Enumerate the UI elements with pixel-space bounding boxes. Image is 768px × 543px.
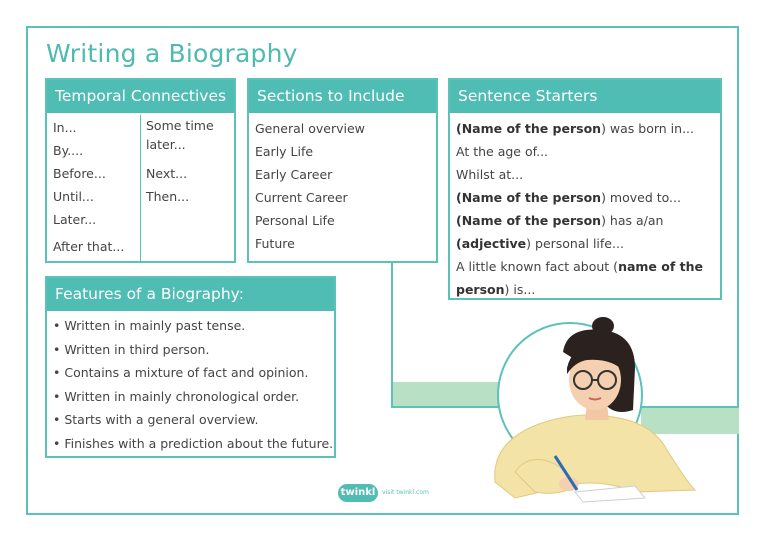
starter-line: Whilst at... xyxy=(456,167,524,182)
section-item: Future xyxy=(255,236,295,251)
feature-item: • Finishes with a prediction about the future. xyxy=(53,435,334,451)
starter-line xyxy=(456,278,720,301)
starter-bold: (adjective xyxy=(456,236,527,251)
temporal-item: In... xyxy=(53,120,77,135)
temporal-item: By.... xyxy=(53,143,84,158)
temporal-item: later... xyxy=(146,137,186,152)
starter-line: At the age of... xyxy=(456,144,549,159)
temporal-divider xyxy=(140,115,141,261)
section-item: General overview xyxy=(255,121,365,136)
starter-bold: (Name of the person xyxy=(456,121,602,136)
starter-bold: (Name of the person xyxy=(456,213,602,228)
section-item: Current Career xyxy=(255,190,348,205)
starter-text: ) personal life... xyxy=(526,236,624,251)
features-list xyxy=(47,311,334,455)
sentence-starters-panel xyxy=(448,78,722,300)
temporal-item: Before... xyxy=(53,166,106,181)
starter-line xyxy=(456,232,720,255)
section-item: Early Life xyxy=(255,144,314,159)
starter-line xyxy=(456,255,720,278)
temporal-item: Later... xyxy=(53,212,97,227)
sections-heading: Sections to Include xyxy=(249,80,436,113)
feature-item: • Written in mainly chronological order. xyxy=(53,388,300,404)
section-item: Personal Life xyxy=(255,213,335,228)
starter-text: ) moved to... xyxy=(601,190,681,205)
starter-text: ) has a/an xyxy=(601,213,664,228)
sentence-starters-heading: Sentence Starters xyxy=(450,80,720,113)
temporal-item: Some time xyxy=(146,118,214,133)
temporal-connectives-heading: Temporal Connectives xyxy=(47,80,234,113)
temporal-connectives-panel xyxy=(45,78,236,263)
section-item: Early Career xyxy=(255,167,333,182)
starter-bold: name of the xyxy=(618,259,703,274)
starter-text: ) is... xyxy=(504,282,536,297)
sentence-starters-list xyxy=(450,113,720,301)
sections-panel xyxy=(247,78,438,263)
twinkl-logo[interactable]: twinkl xyxy=(338,484,378,502)
starter-bold: (Name of the person xyxy=(456,190,602,205)
temporal-item: Next... xyxy=(146,166,188,181)
temporal-item: Then... xyxy=(146,189,190,204)
feature-item: • Written in third person. xyxy=(53,341,210,357)
temporal-item: Until... xyxy=(53,189,94,204)
starter-line xyxy=(456,209,720,232)
feature-item: • Starts with a general overview. xyxy=(53,412,259,427)
temporal-item: After that... xyxy=(53,239,125,254)
page-title: Writing a Biography xyxy=(46,39,298,68)
starter-line xyxy=(456,117,720,140)
starter-text: ) was born in... xyxy=(601,121,694,136)
feature-item: • Contains a mixture of fact and opinion. xyxy=(53,365,309,380)
features-heading: Features of a Biography: xyxy=(47,278,334,311)
twinkl-url[interactable]: visit twinkl.com xyxy=(382,489,429,496)
starter-text: A little known fact about ( xyxy=(456,259,619,274)
starter-line xyxy=(456,186,720,209)
temporal-col-2 xyxy=(146,116,214,208)
starter-bold: person xyxy=(456,282,505,297)
student-writing-illustration xyxy=(455,312,705,504)
features-panel xyxy=(45,276,336,458)
sections-list xyxy=(255,117,365,255)
temporal-col-1 xyxy=(53,116,124,258)
feature-item: • Written in mainly past tense. xyxy=(53,318,246,333)
